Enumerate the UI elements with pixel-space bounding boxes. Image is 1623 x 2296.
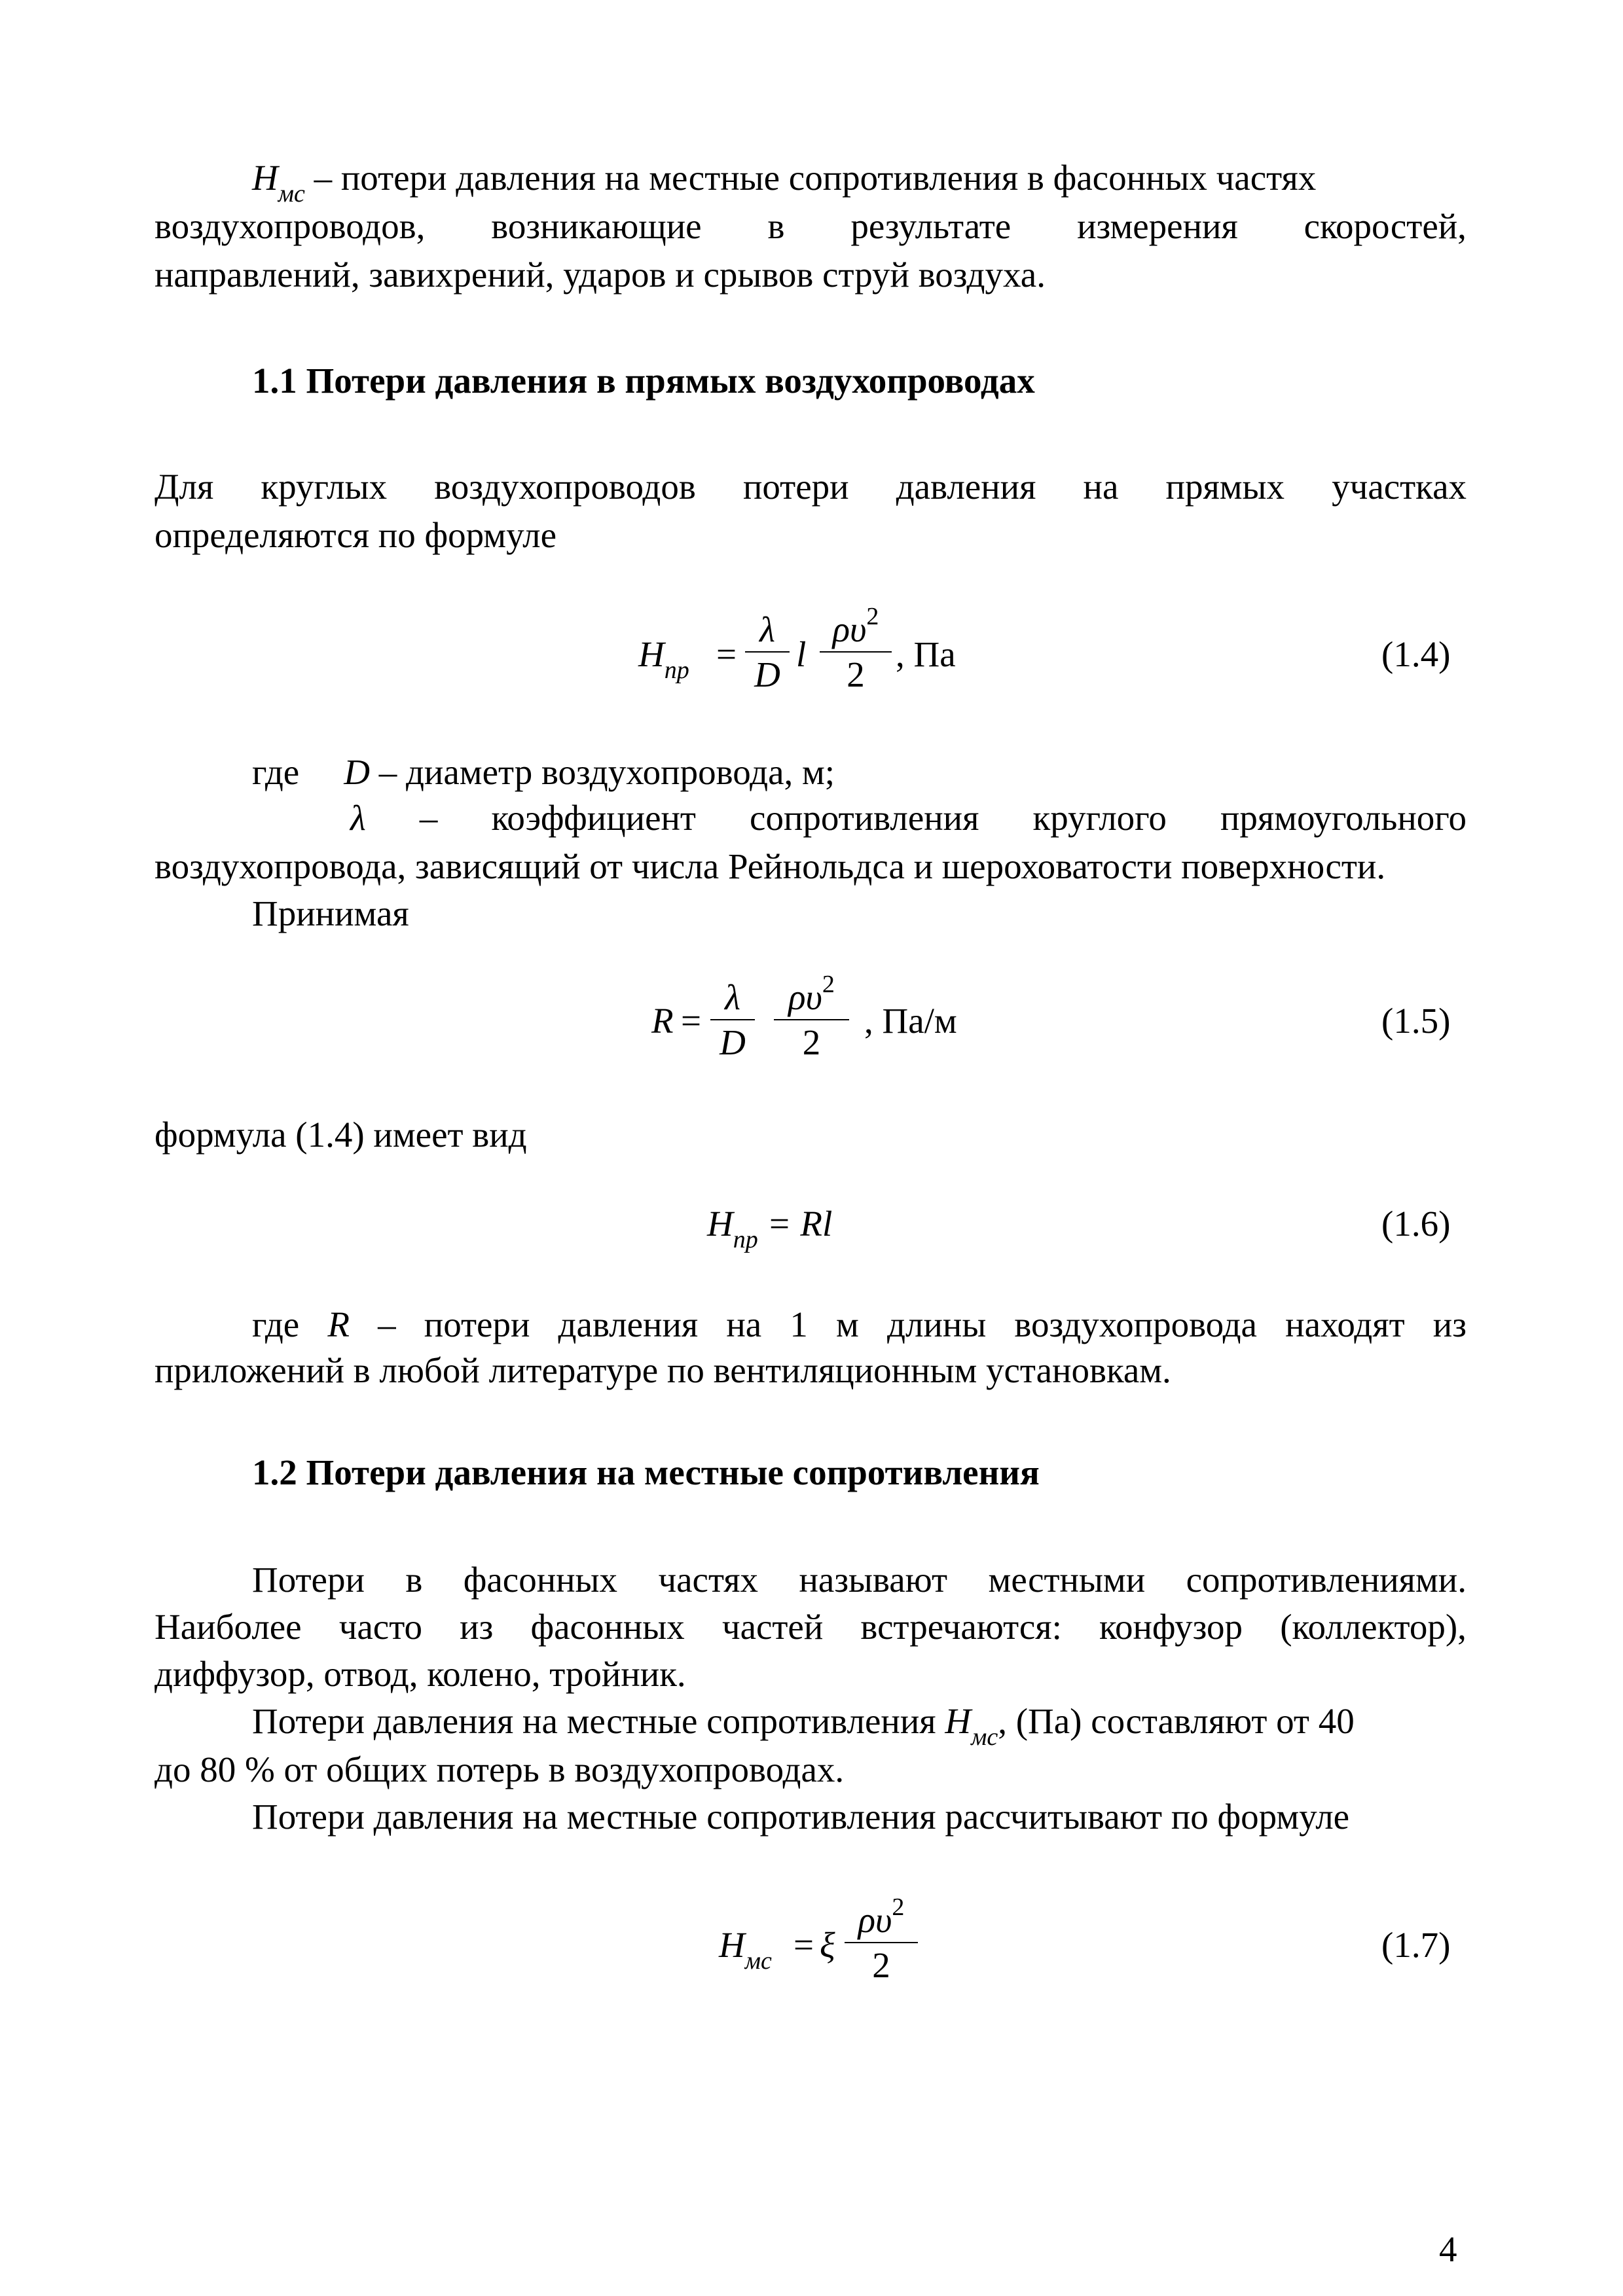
eq14-l: l [796,634,807,674]
word: в [405,1560,423,1600]
word: результате [850,206,1012,246]
eq14-rho-v: ρυ [832,609,867,649]
def-D-var: D [344,752,370,792]
word: частях [658,1560,759,1600]
def-lambda-line-1 [350,796,1467,840]
section-heading-1-2: 1.2 Потери давления на местные сопротивления [252,1452,1040,1492]
s2-p2-var: H [945,1701,972,1741]
intro-sub: мс [278,180,305,207]
s2-p2-line-2: до 80 % от общих потерь в воздухопроводах. [155,1749,845,1789]
intro-line-2 [155,204,1467,249]
eq14-unit: , Па [896,634,956,674]
s2-p1-line-2 [155,1605,1467,1649]
s2-p1-line-1 [252,1558,1467,1602]
eq17-sq: 2 [892,1893,905,1921]
word: из [460,1607,494,1647]
word: воздухопроводов [434,467,696,507]
word: давления [896,467,1036,507]
s2-p2-sub: мс [971,1723,998,1751]
word: давления [558,1304,699,1344]
eq15-equals: = [681,1001,702,1041]
word: круглого [1032,798,1167,838]
page-number: 4 [1439,2229,1457,2269]
word: на [1083,467,1119,507]
eq17-frac-rho [845,1893,918,1986]
def-lambda-line-2: воздухопровода, зависящий от числа Рейнольдса и шероховатости поверхности. [155,846,1386,886]
word: участках [1332,467,1467,507]
word: Для [155,467,214,507]
eq15-lambda: λ [725,977,740,1017]
eq15-two: 2 [802,1022,821,1062]
intro-line-3: направлений, завихрений, ударов и срывов струй воздуха. [155,255,1046,295]
eq17-rho-v: ρυ [858,1900,892,1940]
word: находят [1285,1304,1405,1344]
word: в [767,206,785,246]
word: фасонных [530,1607,685,1647]
word: потери [742,467,849,507]
eq14-number: (1.4) [1381,634,1451,674]
word: конфузор [1099,1607,1243,1647]
eq16-sub: пр [733,1226,758,1253]
word: называют [799,1560,948,1600]
eq15-sq: 2 [822,971,835,998]
s2-p3-line: Потери давления на местные сопротивления рассчитывают по формуле [252,1797,1350,1837]
word: Потери [252,1560,365,1600]
eq14-sub: пр [664,656,689,684]
eq17-equals: = [793,1925,814,1965]
word: λ [350,798,366,838]
word: из [1432,1304,1467,1344]
taking-line: Принимая [252,893,409,933]
word: круглых [261,467,388,507]
word: на [726,1304,762,1344]
word: R [327,1304,350,1344]
word: 1 [790,1304,808,1344]
eq15-number: (1.5) [1381,1001,1451,1041]
eq17-xi: ξ [820,1925,835,1965]
intro-line-1 [252,156,1317,207]
word: часто [338,1607,423,1647]
eq16-rhs: = Rl [757,1204,833,1244]
word: измерения [1077,206,1238,246]
eq17-number: (1.7) [1381,1925,1451,1965]
word: м [836,1304,859,1344]
word: частей [721,1607,824,1647]
eq17-lhs [719,1923,772,1975]
formula-form-line: формула (1.4) имеет вид [155,1115,527,1155]
eq15-rho-v: ρυ [788,977,822,1017]
word: сопротивления [750,798,979,838]
word: возникающие [491,206,702,246]
s2-p1-line-3: диффузор, отвод, колено, тройник. [155,1654,686,1694]
eq15-frac-lambda-D [710,977,755,1063]
s2-p2-after: , (Па) составляют от 40 [998,1701,1355,1741]
where-D-line [252,750,835,795]
eq14-two: 2 [847,655,865,694]
eq14-frac-rho [820,603,892,695]
eq15-unit: , Па/м [864,1001,957,1041]
word: длины [887,1304,987,1344]
word: местными [988,1560,1146,1600]
intro-var-H: H [252,158,278,198]
word: – [378,1304,396,1344]
where-label: где [252,752,300,792]
word: где [252,1304,300,1344]
eq14-frac-lambda-D [745,609,790,695]
word: – [419,798,438,838]
eq14-lhs [638,632,689,684]
word: прямоугольного [1220,798,1467,838]
eq15-D: D [720,1022,746,1062]
eq14-lambda: λ [759,609,775,649]
section-heading-1-1: 1.1 Потери давления в прямых воздухопроводах [252,361,1035,401]
eq16-H: H [707,1204,733,1244]
para1-line-2: определяются по формуле [155,515,557,555]
eq17-two: 2 [872,1945,890,1985]
intro-line1-text: – потери давления на местные сопротивления в фасонных частях [304,158,1317,198]
word: воздухопроводов, [155,206,426,246]
s2-p2-line-1 [252,1699,1355,1751]
word: Наиболее [155,1607,302,1647]
def-D-text: – диаметр воздухопровода, м; [369,752,835,792]
word: (коллектор), [1280,1607,1467,1647]
eq14-equals: = [716,634,737,674]
eq17-H: H [719,1925,745,1965]
eq14-H: H [638,634,665,674]
word: сопротивлениями. [1186,1560,1467,1600]
word: прямых [1165,467,1285,507]
word: фасонных [463,1560,618,1600]
eq16-number: (1.6) [1381,1204,1451,1244]
eq17-sub: мс [744,1947,772,1975]
s2-p2-before: Потери давления на местные сопротивления [252,1701,945,1741]
eq16-expr [707,1202,833,1253]
para1-line-1 [155,465,1467,509]
eq15-frac-rho [774,971,849,1063]
word: скоростей, [1304,206,1467,246]
where-R-line-1 [252,1302,1467,1347]
eq14-D: D [754,655,780,694]
word: встречаются: [860,1607,1062,1647]
word: коэффициент [491,798,696,838]
eq14-sq: 2 [866,603,879,630]
where-R-line-2: приложений в любой литературе по вентиляционным установкам. [155,1350,1171,1390]
eq15-R: R [651,1001,674,1041]
word: потери [424,1304,530,1344]
word: воздухопровода [1014,1304,1257,1344]
